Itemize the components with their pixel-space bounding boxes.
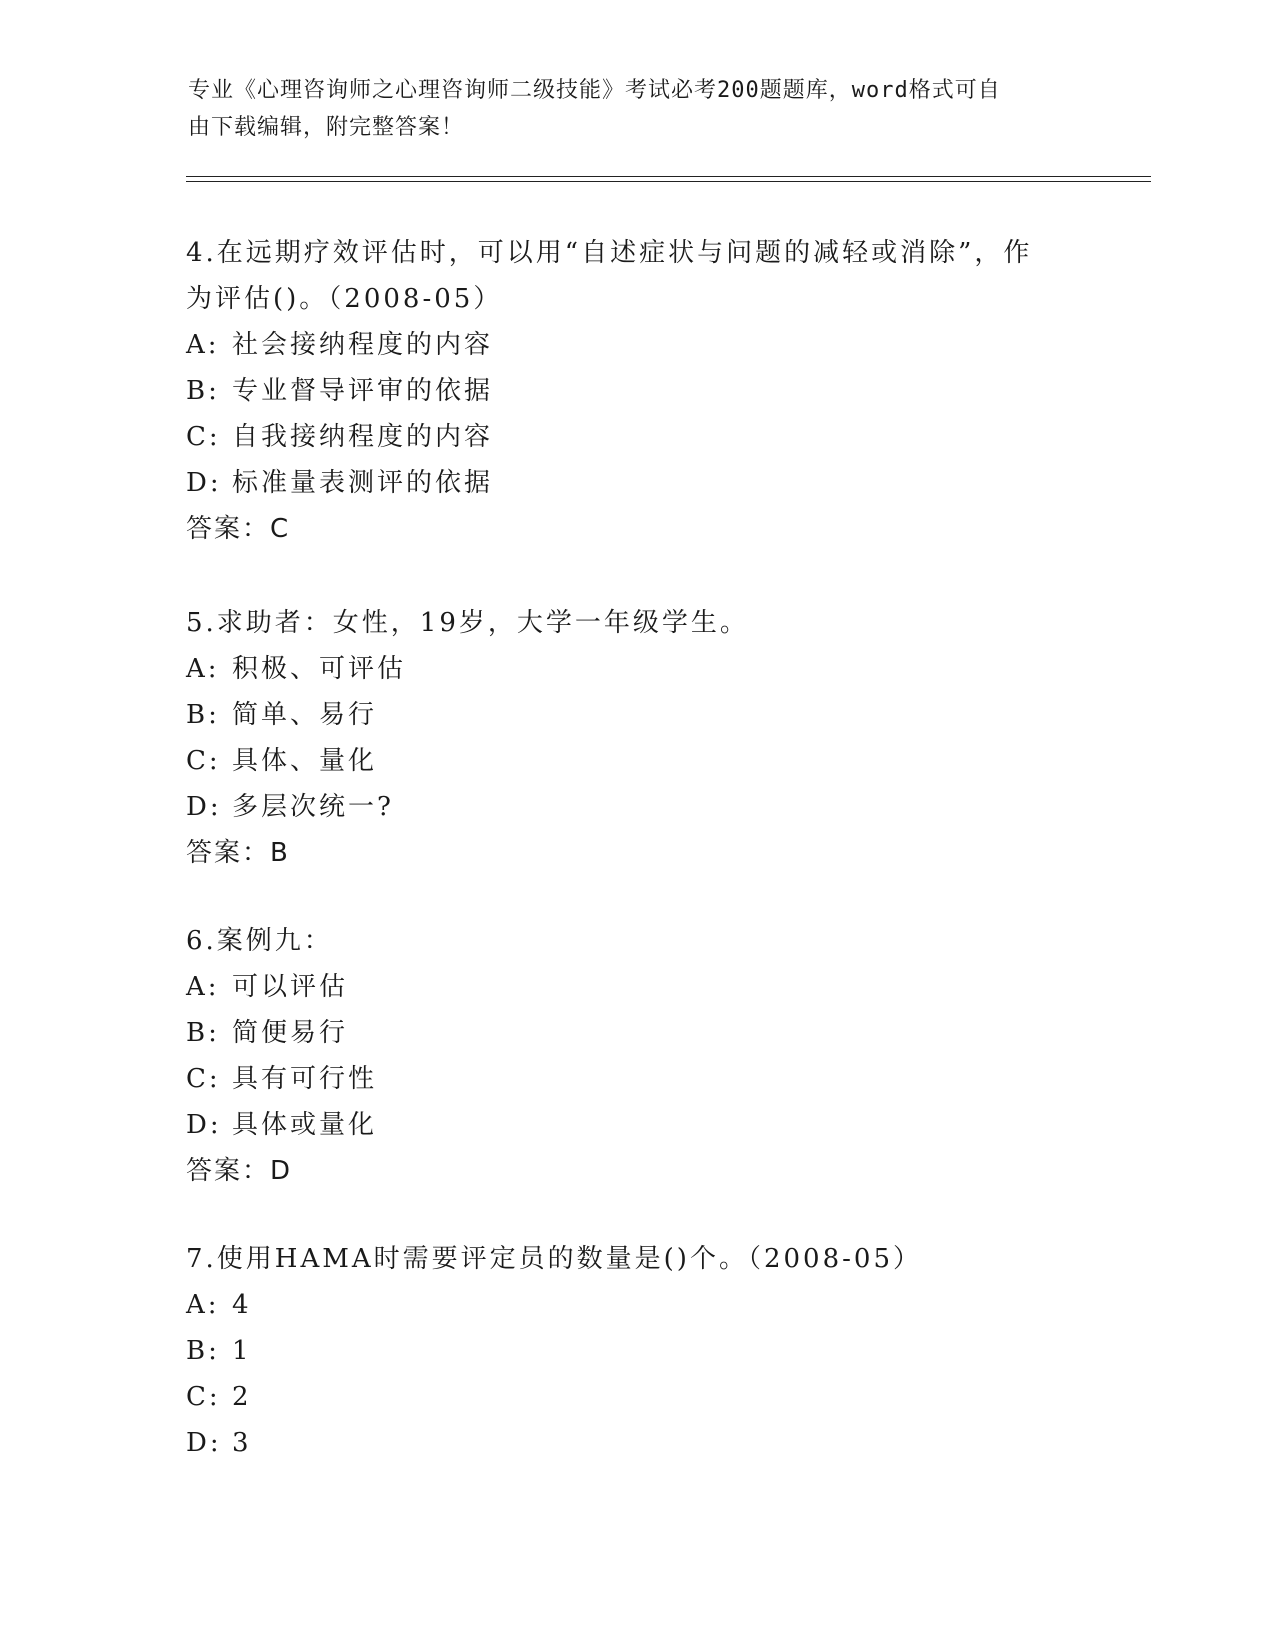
option-letter: C: [186, 422, 221, 452]
option-b [186, 1328, 1086, 1374]
header-divider-bottom [186, 181, 1151, 182]
option-text: 简便易行 [232, 1018, 349, 1048]
question-text-line: 5.求助者：女性，19岁，大学一年级学生。 [186, 608, 749, 638]
option-letter: A: [186, 972, 220, 1002]
option-d [186, 1102, 1086, 1148]
option-a [186, 964, 1086, 1010]
option-b [186, 1010, 1086, 1056]
option-a [186, 322, 1086, 368]
option-c [186, 738, 1086, 784]
option-text: 具体或量化 [232, 1110, 378, 1140]
header-line-2: 由下载编辑，附完整答案！ [188, 115, 465, 140]
option-d [186, 784, 1086, 830]
option-text: 2 [232, 1382, 252, 1412]
option-letter: C: [186, 1382, 221, 1412]
answer-line: 答案：D [186, 1156, 293, 1186]
option-letter: D: [186, 1428, 222, 1458]
option-letter: B: [186, 376, 220, 406]
option-text: 多层次统一? [232, 792, 394, 822]
option-letter: B: [186, 1336, 220, 1366]
option-letter: A: [186, 654, 220, 684]
answer-line: 答案：C [186, 514, 291, 544]
option-b [186, 692, 1086, 738]
option-a [186, 646, 1086, 692]
option-text: 3 [232, 1428, 252, 1458]
option-letter: D: [186, 1110, 222, 1140]
option-text: 具有可行性 [232, 1064, 378, 1094]
question-7 [186, 1236, 1086, 1466]
option-letter: C: [186, 746, 221, 776]
option-letter: B: [186, 1018, 220, 1048]
option-text: 4 [232, 1290, 252, 1320]
option-b [186, 368, 1086, 414]
option-d [186, 460, 1086, 506]
option-letter: D: [186, 792, 222, 822]
option-text: 具体、量化 [232, 746, 378, 776]
question-6 [186, 918, 1086, 1194]
option-text: 可以评估 [232, 972, 349, 1002]
option-letter: B: [186, 700, 220, 730]
option-text: 简单、易行 [232, 700, 378, 730]
question-4 [186, 230, 1086, 552]
question-text-line: 4.在远期疗效评估时，可以用“自述症状与问题的减轻或消除”，作 [186, 238, 1033, 268]
option-text: 积极、可评估 [232, 654, 407, 684]
option-d [186, 1420, 1086, 1466]
answer-line: 答案：B [186, 838, 290, 868]
option-text: 1 [232, 1336, 252, 1366]
option-text: 专业督导评审的依据 [232, 376, 494, 406]
option-letter: C: [186, 1064, 221, 1094]
option-c [186, 1056, 1086, 1102]
option-c [186, 414, 1086, 460]
option-c [186, 1374, 1086, 1420]
header-line-1: 专业《心理咨询师之心理咨询师二级技能》考试必考200题题库，word格式可自 [188, 78, 1001, 103]
document-header [188, 72, 1068, 146]
option-letter: A: [186, 330, 220, 360]
option-text: 自我接纳程度的内容 [232, 422, 494, 452]
option-letter: A: [186, 1290, 220, 1320]
question-5 [186, 600, 1086, 876]
question-text-line: 6.案例九： [186, 926, 333, 956]
option-text: 社会接纳程度的内容 [232, 330, 494, 360]
option-text: 标准量表测评的依据 [232, 468, 494, 498]
option-letter: D: [186, 468, 222, 498]
option-a [186, 1282, 1086, 1328]
header-divider-top [186, 176, 1151, 177]
question-text-line: 为评估()。（2008-05） [186, 284, 503, 314]
question-text-line: 7.使用HAMA时需要评定员的数量是()个。（2008-05） [186, 1244, 922, 1274]
